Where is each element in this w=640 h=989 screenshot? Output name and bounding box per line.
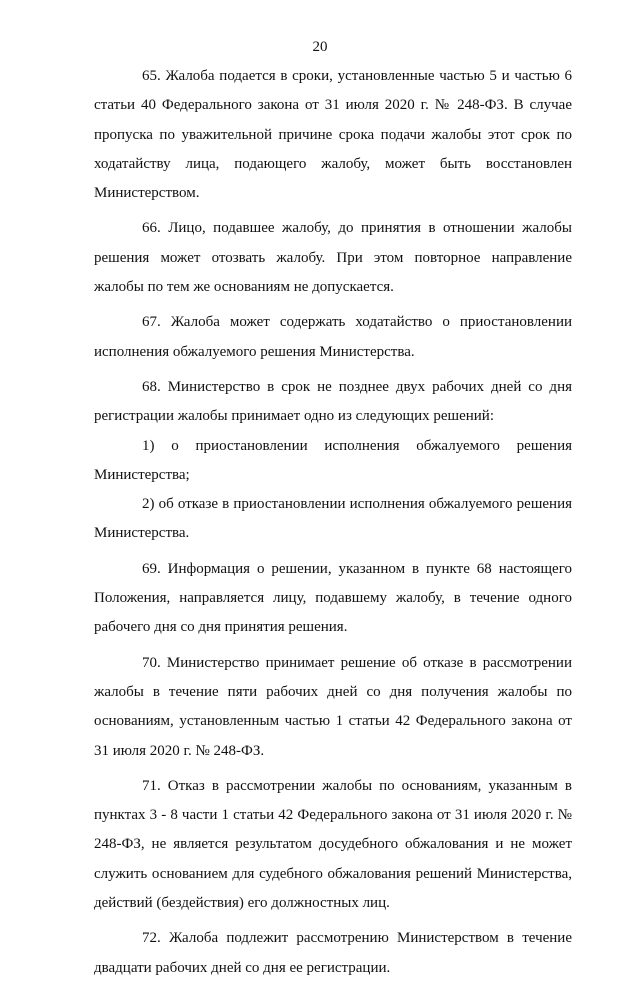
paragraph-72: 72. Жалоба подлежит рассмотрению Министерством в течение двадцати рабочих дней со дня ее регистрации. [94,930,572,976]
paragraph-66: 66. Лицо, подавшее жалобу, до принятия в отношении жалобы решения может отозвать жалобу. При этом повторное направление жалобы по тем же основаниям не допускается. [94,220,572,296]
list-item-2: 2) об отказе в приостановлении исполнения обжалуемого решения Министерства. [94,496,572,542]
document-body [94,62,572,989]
paragraph-70: 70. Министерство принимает решение об отказе в рассмотрении жалобы в течение пяти рабочих дней со дня получения жалобы по основаниям, установленным частью 1 статьи 42 Федерального закона от 31 июля 2020 г. № 248-ФЗ. [94,654,572,759]
paragraph-67: 67. Жалоба может содержать ходатайство о приостановлении исполнения обжалуемого решения Министерства. [94,314,572,360]
list-item-1: 1) о приостановлении исполнения обжалуемого решения Министерства; [94,437,572,483]
paragraph-65: 65. Жалоба подается в сроки, установленные частью 5 и частью 6 статьи 40 Федерального закона от 31 июля 2020 г. № 248-ФЗ. В случае пропуска по уважительной причине срока подачи жалобы этот срок по ходатайству лица, подающего жалобу, может быть восстановлен Министерством. [94,68,572,202]
paragraph-71: 71. Отказ в рассмотрении жалобы по основаниям, указанным в пунктах 3 - 8 части 1 статьи 42 Федерального закона от 31 июля 2020 г. № 248-ФЗ, не является результатом досудебного обжалования и не может служить основанием для судебного обжалования решений Министерства, действий (бездействия) его должностных лиц. [94,777,572,912]
paragraph-69: 69. Информация о решении, указанном в пункте 68 настоящего Положения, направляется лицу, подавшему жалобу, в течение одного рабочего дня со дня принятия решения. [94,560,572,636]
paragraph-68: 68. Министерство в срок не позднее двух рабочих дней со дня регистрации жалобы принимает одно из следующих решений: [94,378,572,425]
page-number: 20 [312,39,328,55]
